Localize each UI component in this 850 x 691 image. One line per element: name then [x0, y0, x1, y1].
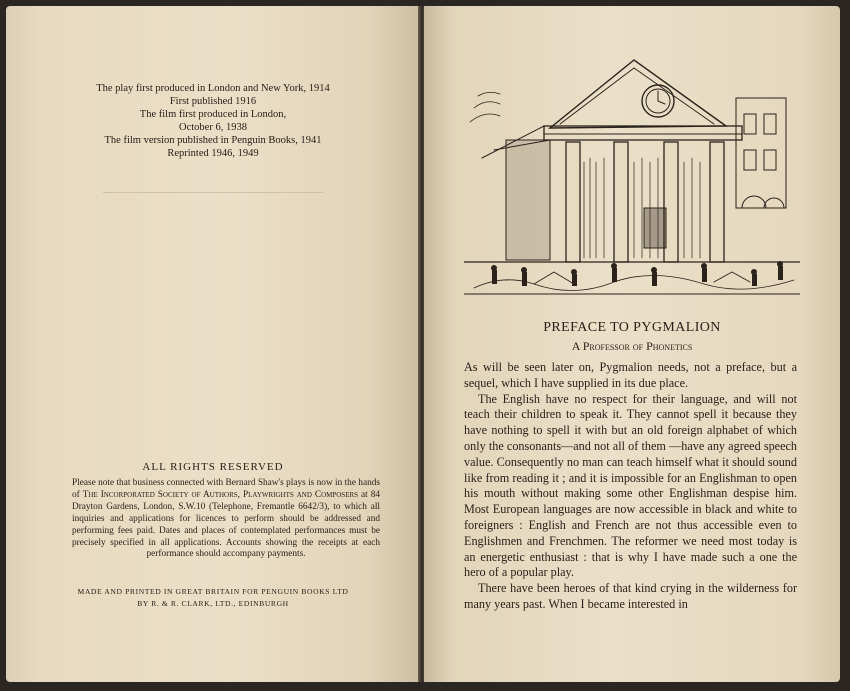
- edition-line: First published 1916: [169, 96, 257, 107]
- paragraph: The English have no respect for their language, and will not teach their children to speak it. They cannot spell it because they have nothing to spell it with but an old foreign alphabet of which only the consonants—and not all of them —have any agreed speech value. Consequently no man can teach himself what it should sound like from reading it ; and it is impossible for an Englishman to open his mouth without making some other Englishman despise him. Most European languages are now accessible in black and white to foreigners : English and French are not thus accessible even to Englishmen and Frenchmen. The reformer we need most today is an energetic enthusiast : that is why I have made such a one the hero of a popular play.: [464, 391, 797, 580]
- printer-imprint: [6, 586, 420, 610]
- preface-body: [464, 360, 797, 613]
- edition-line: The play first produced in London and New York, 1914: [96, 83, 330, 94]
- rights-society: The Incorporated Society of Authors, Playwrights and Composers: [82, 489, 359, 500]
- paragraph: There have been heroes of that kind crying in the wilderness for many years past. When I became interested in: [464, 581, 797, 611]
- show-through-text: [6, 182, 420, 197]
- edition-line: October 6, 1938: [179, 122, 247, 133]
- left-page: [6, 6, 420, 682]
- right-page: [424, 6, 840, 682]
- edition-history: [6, 82, 420, 160]
- edition-line: The film version published in Penguin Books, 1941: [104, 135, 322, 146]
- rights-title: ALL RIGHTS RESERVED: [142, 461, 284, 473]
- rights-text-2: at 84 Drayton Gardens, London, S.W.10 (Telephone, Fremantle 6642/3), to which all inquiries and applications for licences to perform should be addressed and performing fees paid. Dates and places of contemplated performances must be precisely specified in all applications. Accounts showing the receipts at each performance should accompany payments.: [72, 489, 380, 560]
- printer-line-1: MADE AND PRINTED IN GREAT BRITAIN FOR PENGUIN BOOKS LTD: [77, 587, 349, 596]
- rights-notice: [72, 478, 380, 561]
- preface-subtitle: A Professor of Phonetics: [571, 339, 693, 353]
- preface-title: PREFACE TO PYGMALION: [543, 320, 721, 335]
- paragraph: As will be seen later on, Pygmalion needs, not a preface, but a sequel, which I have supplied in its due place.: [464, 360, 797, 390]
- church-portico-illustration: [464, 58, 800, 306]
- edition-line: Reprinted 1946, 1949: [167, 148, 259, 159]
- rights-text-1: Please note that business connected with Bernard Shaw's plays is now in the hands of: [72, 478, 380, 500]
- edition-line: The film first produced in London,: [139, 109, 287, 120]
- printer-line-2: BY R. & R. CLARK, LTD., EDINBURGH: [137, 599, 289, 608]
